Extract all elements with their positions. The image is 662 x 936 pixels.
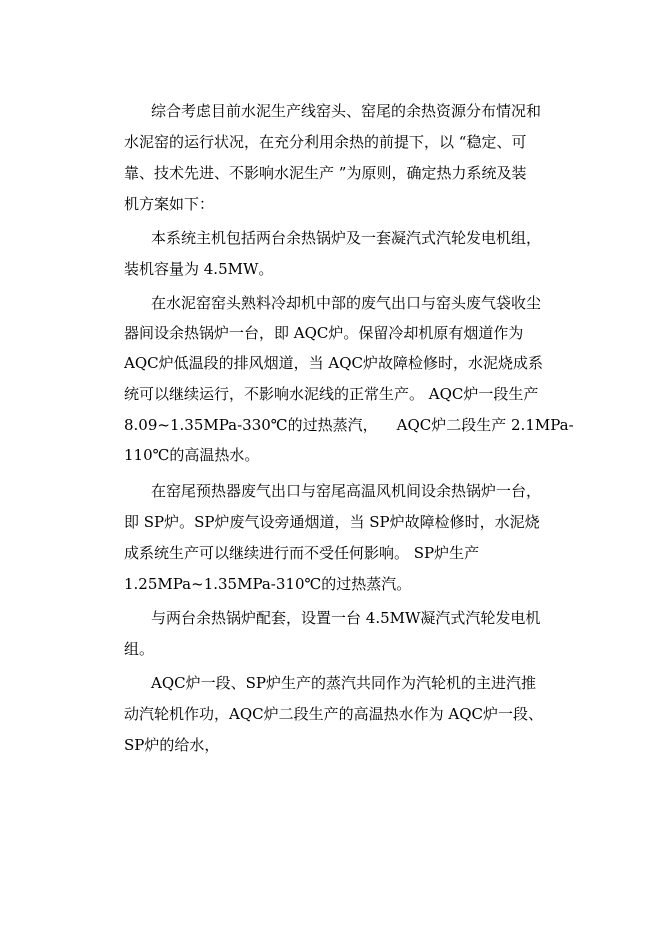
text-line: 8.09~1.35MPa-330℃的过热蒸汽， AQC炉二段生产 2.1MPa- — [124, 416, 574, 434]
text-line: 器间设余热锅炉一台，即 AQC炉。保留冷却机原有烟道作为 — [124, 324, 524, 342]
text-line: 装机容量为 4.5MW。 — [124, 260, 274, 278]
text-line: 统可以继续运行，不影响水泥线的正常生产。 AQC炉一段生产 — [124, 385, 539, 403]
text-line: 本系统主机包括两台余热锅炉及一套凝汽式汽轮发电机组， — [151, 229, 542, 247]
text-line: SP炉的给水， — [124, 736, 220, 754]
text-line: 靠、技术先进、不影响水泥生产 ”为原则，确定热力系统及装 — [124, 164, 527, 182]
text-line: AQC炉一段、SP炉生产的蒸汽共同作为汽轮机的主进汽推 — [151, 674, 536, 692]
text-line: AQC炉低温段的排风烟道，当 AQC炉故障检修时，水泥烧成系 — [124, 354, 543, 372]
text-line: 组。 — [124, 640, 155, 658]
text-line: 动汽轮机作功，AQC炉二段生产的高温热水作为 AQC炉一段、 — [124, 705, 543, 723]
text-line: 在水泥窑窑头熟料冷却机中部的废气出口与窑头废气袋收尘 — [151, 294, 542, 312]
text-line: 机方案如下： — [124, 195, 215, 213]
text-line: 即 SP炉。SP炉废气设旁通烟道，当 SP炉故障检修时，水泥烧 — [124, 513, 540, 531]
text-line: 110℃的高温热水。 — [124, 446, 260, 464]
text-line: 成系统生产可以继续进行而不受任何影响。 SP炉生产 — [124, 544, 480, 562]
text-line: 综合考虑目前水泥生产线窑头、窑尾的余热资源分布情况和 — [151, 102, 542, 120]
text-line: 与两台余热锅炉配套，设置一台 4.5MW凝汽式汽轮发电机 — [151, 609, 541, 627]
text-line: 在窑尾预热器废气出口与窑尾高温风机间设余热锅炉一台， — [151, 482, 542, 500]
text-line: 水泥窑的运行状况，在充分利用余热的前提下，以 “稳定、可 — [124, 133, 527, 151]
text-line: 1.25MPa~1.35MPa-310℃的过热蒸汽。 — [124, 575, 412, 593]
